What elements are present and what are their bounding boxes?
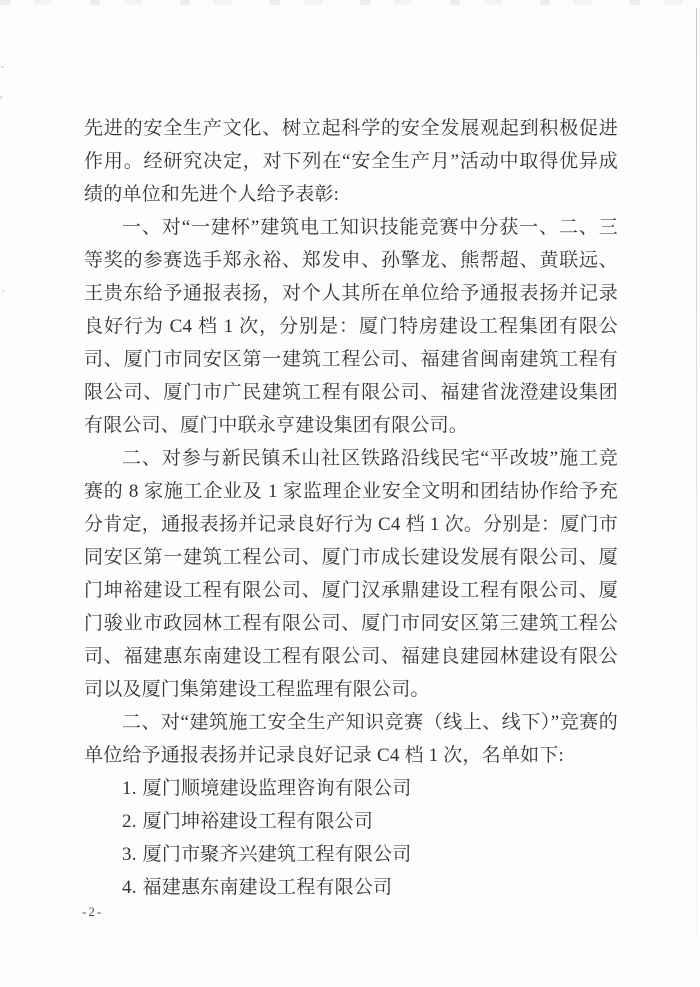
list-item-number: 2. <box>122 811 137 832</box>
company-name: 厦门坤裕建设工程有限公司 <box>142 811 374 832</box>
company-name: 福建惠东南建设工程有限公司 <box>142 877 393 898</box>
document-body <box>84 112 618 904</box>
awarded-company-list <box>84 772 618 904</box>
paragraph-intro-continuation: 先进的安全生产文化、树立起科学的安全发展观起到积极促进作用。经研究决定，对下列在“安全生产月”活动中取得优异成绩的单位和先进个人给予表彰: <box>84 118 618 205</box>
scan-speck <box>0 96 2 99</box>
scan-artifact-right-line <box>696 8 698 938</box>
list-item <box>84 871 618 904</box>
paragraph-item-one-electrician-contest: 一、对“一建杯”建筑电工知识技能竞赛中分获一、二、三等奖的参赛选手郑永裕、郑发申、孙擎龙、熊帮超、黄联远、王贵东给予通报表扬，对个人其所在单位给予通报表扬并记录良好行为 C4 档 1 次，分别是：厦门特房建设工程集团有限公司、厦门市同安区第一建筑工程公司、福建省闽南建筑工程有限公司、厦门市广民建筑工程有限公司、福建省泷澄建设集团有限公司、厦门中联永亨建设集团有限公司。 <box>84 217 618 436</box>
list-item-number: 1. <box>122 778 137 799</box>
paragraph-item-two-roof-renovation: 二、对参与新民镇禾山社区铁路沿线民宅“平改坡”施工竞赛的 8 家施工企业及 1 家监理企业安全文明和团结协作给予充分肯定，通报表扬并记录良好行为 C4 档 1 次。分别是：厦门市同安区第一建筑工程公司、厦门市成长建设发展有限公司、厦门坤裕建设工程有限公司、厦门汉承鼎建设工程有限公司、厦门骏业市政园林工程有限公司、厦门市同安区第三建筑工程公司、福建惠东南建设工程有限公司、福建良建园林建设有限公司以及厦门集第建设工程监理有限公司。 <box>84 448 618 700</box>
company-name: 厦门顺境建设监理咨询有限公司 <box>142 778 412 799</box>
paragraph-item-knowledge-contest: 二、对“建筑施工安全生产知识竞赛（线上、线下）”竞赛的单位给予通报表扬并记录良好记录 C4 档 1 次，名单如下: <box>84 712 618 766</box>
company-name: 厦门市聚齐兴建筑工程有限公司 <box>142 844 412 865</box>
list-item-number: 3. <box>122 844 137 865</box>
list-item-number: 4. <box>122 877 137 898</box>
list-item <box>84 805 618 838</box>
list-item <box>84 772 618 805</box>
scan-speck <box>2 290 4 292</box>
scan-speck <box>1 66 4 68</box>
list-item <box>84 838 618 871</box>
scan-artifact-top-edge <box>0 0 700 5</box>
page-number: -2- <box>82 904 104 919</box>
